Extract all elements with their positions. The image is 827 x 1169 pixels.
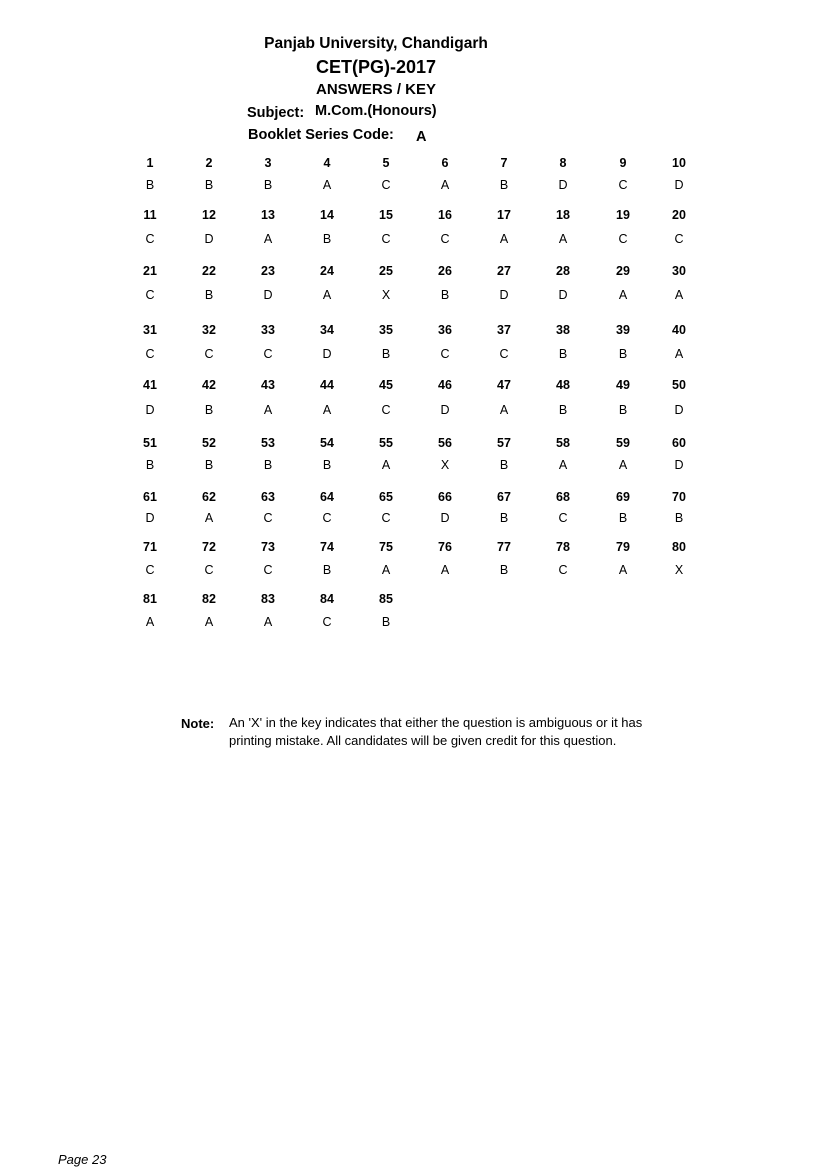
question-number: 81 [143, 592, 157, 606]
question-number: 38 [556, 323, 570, 337]
answer-letter: C [618, 232, 628, 246]
answer-letter: B [618, 403, 628, 417]
answer-letter: C [381, 511, 391, 525]
answer-letter: A [322, 403, 332, 417]
question-number: 64 [320, 490, 334, 504]
question-number: 53 [261, 436, 275, 450]
answer-letter: C [145, 232, 155, 246]
booklet-series-label: Booklet Series Code: [248, 127, 394, 143]
answer-letter: B [674, 511, 684, 525]
question-number: 60 [672, 436, 686, 450]
question-number: 59 [616, 436, 630, 450]
question-number: 15 [379, 208, 393, 222]
question-number: 78 [556, 540, 570, 554]
question-number: 74 [320, 540, 334, 554]
question-number: 37 [497, 323, 511, 337]
question-number: 43 [261, 378, 275, 392]
answer-letter: B [322, 458, 332, 472]
answer-letter: A [322, 178, 332, 192]
question-number: 69 [616, 490, 630, 504]
question-number: 80 [672, 540, 686, 554]
answer-letter: A [440, 563, 450, 577]
answer-letter: B [204, 403, 214, 417]
booklet-series-value: A [416, 129, 427, 145]
question-number: 6 [441, 156, 449, 170]
question-number: 16 [438, 208, 452, 222]
answer-letter: X [674, 563, 684, 577]
question-number: 10 [672, 156, 686, 170]
answer-letter: C [618, 178, 628, 192]
question-number: 41 [143, 378, 157, 392]
question-number: 72 [202, 540, 216, 554]
question-number: 29 [616, 264, 630, 278]
answer-letter: B [618, 347, 628, 361]
question-number: 84 [320, 592, 334, 606]
question-number: 49 [616, 378, 630, 392]
question-number: 65 [379, 490, 393, 504]
answer-letter: B [618, 511, 628, 525]
answer-letter: A [618, 288, 628, 302]
question-number: 25 [379, 264, 393, 278]
question-number: 70 [672, 490, 686, 504]
answer-letter: A [440, 178, 450, 192]
question-number: 66 [438, 490, 452, 504]
note-text-line-1: An 'X' in the key indicates that either the question is ambiguous or it has [229, 715, 643, 730]
answer-letter: D [558, 288, 568, 302]
question-number: 77 [497, 540, 511, 554]
answer-letter: D [440, 511, 450, 525]
question-number: 62 [202, 490, 216, 504]
answer-letter: C [263, 563, 273, 577]
answer-letter: C [381, 403, 391, 417]
answer-letter: A [618, 563, 628, 577]
question-number: 21 [143, 264, 157, 278]
answer-letter: D [145, 511, 155, 525]
question-number: 31 [143, 323, 157, 337]
question-number: 71 [143, 540, 157, 554]
answer-letter: C [322, 615, 332, 629]
answer-letter: D [145, 403, 155, 417]
answer-letter: A [145, 615, 155, 629]
question-number: 1 [146, 156, 154, 170]
answer-letter: B [499, 563, 509, 577]
question-number: 76 [438, 540, 452, 554]
answer-letter: D [322, 347, 332, 361]
answer-letter: C [263, 511, 273, 525]
question-number: 42 [202, 378, 216, 392]
question-number: 55 [379, 436, 393, 450]
question-number: 51 [143, 436, 157, 450]
answer-letter: A [674, 347, 684, 361]
question-number: 61 [143, 490, 157, 504]
question-number: 73 [261, 540, 275, 554]
answer-letter: C [674, 232, 684, 246]
question-number: 57 [497, 436, 511, 450]
question-number: 24 [320, 264, 334, 278]
question-number: 8 [559, 156, 567, 170]
question-number: 28 [556, 264, 570, 278]
answer-letter: C [558, 511, 568, 525]
question-number: 45 [379, 378, 393, 392]
answer-letter: A [381, 458, 391, 472]
question-number: 83 [261, 592, 275, 606]
answer-letter: D [204, 232, 214, 246]
note-label: Note: [181, 716, 215, 731]
answer-letter: C [440, 232, 450, 246]
answer-letter: B [204, 178, 214, 192]
question-number: 34 [320, 323, 334, 337]
question-number: 48 [556, 378, 570, 392]
exam-title: CET(PG)-2017 [315, 57, 437, 77]
answer-letter: C [499, 347, 509, 361]
answer-letter: A [263, 232, 273, 246]
question-number: 67 [497, 490, 511, 504]
answer-letter: B [499, 458, 509, 472]
question-number: 4 [323, 156, 331, 170]
answer-letter: B [499, 178, 509, 192]
question-number: 26 [438, 264, 452, 278]
university-name: Panjab University, Chandigarh [264, 35, 488, 52]
answer-letter: A [263, 403, 273, 417]
answer-letter: C [381, 178, 391, 192]
answer-letter: D [674, 458, 684, 472]
question-number: 7 [500, 156, 508, 170]
question-number: 19 [616, 208, 630, 222]
answer-letter: C [322, 511, 332, 525]
answer-letter: A [322, 288, 332, 302]
answer-letter: B [145, 178, 155, 192]
question-number: 12 [202, 208, 216, 222]
subject-value: M.Com.(Honours) [315, 103, 437, 119]
question-number: 30 [672, 264, 686, 278]
answer-letter: C [558, 563, 568, 577]
answer-letter: B [558, 403, 568, 417]
answer-letter: B [145, 458, 155, 472]
answer-letter: B [558, 347, 568, 361]
question-number: 36 [438, 323, 452, 337]
question-number: 82 [202, 592, 216, 606]
question-number: 32 [202, 323, 216, 337]
question-number: 23 [261, 264, 275, 278]
answer-letter: C [204, 563, 214, 577]
question-number: 52 [202, 436, 216, 450]
answer-letter: B [499, 511, 509, 525]
question-number: 54 [320, 436, 334, 450]
answer-letter: D [674, 403, 684, 417]
question-number: 39 [616, 323, 630, 337]
answer-letter: C [145, 347, 155, 361]
answer-letter: A [618, 458, 628, 472]
answer-letter: B [440, 288, 450, 302]
question-number: 18 [556, 208, 570, 222]
answer-letter: B [322, 563, 332, 577]
question-number: 3 [264, 156, 272, 170]
answer-letter: B [263, 178, 273, 192]
question-number: 35 [379, 323, 393, 337]
answer-letter: D [499, 288, 509, 302]
answer-letter: A [499, 403, 509, 417]
question-number: 63 [261, 490, 275, 504]
answer-letter: A [499, 232, 509, 246]
page-number: Page 23 [58, 1152, 107, 1167]
answer-letter: D [558, 178, 568, 192]
answer-letter: C [145, 288, 155, 302]
answer-letter: C [145, 563, 155, 577]
question-number: 9 [619, 156, 627, 170]
question-number: 33 [261, 323, 275, 337]
answer-letter: X [381, 288, 391, 302]
answer-letter: B [263, 458, 273, 472]
question-number: 58 [556, 436, 570, 450]
answer-letter: D [263, 288, 273, 302]
question-number: 5 [382, 156, 390, 170]
note-text-line-2: printing mistake. All candidates will be given credit for this question. [229, 733, 617, 748]
answer-letter: C [381, 232, 391, 246]
answer-letter: B [381, 347, 391, 361]
answer-letter: A [674, 288, 684, 302]
answer-letter: A [204, 511, 214, 525]
question-number: 68 [556, 490, 570, 504]
answer-letter: X [440, 458, 450, 472]
question-number: 50 [672, 378, 686, 392]
question-number: 20 [672, 208, 686, 222]
question-number: 47 [497, 378, 511, 392]
answer-letter: D [440, 403, 450, 417]
answer-letter: A [381, 563, 391, 577]
question-number: 13 [261, 208, 275, 222]
answer-letter: C [263, 347, 273, 361]
question-number: 79 [616, 540, 630, 554]
question-number: 17 [497, 208, 511, 222]
answer-letter: A [558, 458, 568, 472]
question-number: 75 [379, 540, 393, 554]
question-number: 14 [320, 208, 334, 222]
answer-letter: B [204, 458, 214, 472]
answer-letter: D [674, 178, 684, 192]
question-number: 11 [143, 208, 157, 222]
question-number: 44 [320, 378, 334, 392]
question-number: 40 [672, 323, 686, 337]
document-type: ANSWERS / KEY [315, 81, 436, 98]
answer-letter: C [440, 347, 450, 361]
answer-letter: B [381, 615, 391, 629]
question-number: 2 [205, 156, 213, 170]
answer-letter: A [558, 232, 568, 246]
answer-letter: B [204, 288, 214, 302]
question-number: 85 [379, 592, 393, 606]
answer-letter: A [204, 615, 214, 629]
question-number: 56 [438, 436, 452, 450]
subject-label: Subject: [247, 105, 305, 121]
answer-letter: A [263, 615, 273, 629]
answer-letter: B [322, 232, 332, 246]
question-number: 46 [438, 378, 452, 392]
answer-letter: C [204, 347, 214, 361]
question-number: 27 [497, 264, 511, 278]
question-number: 22 [202, 264, 216, 278]
